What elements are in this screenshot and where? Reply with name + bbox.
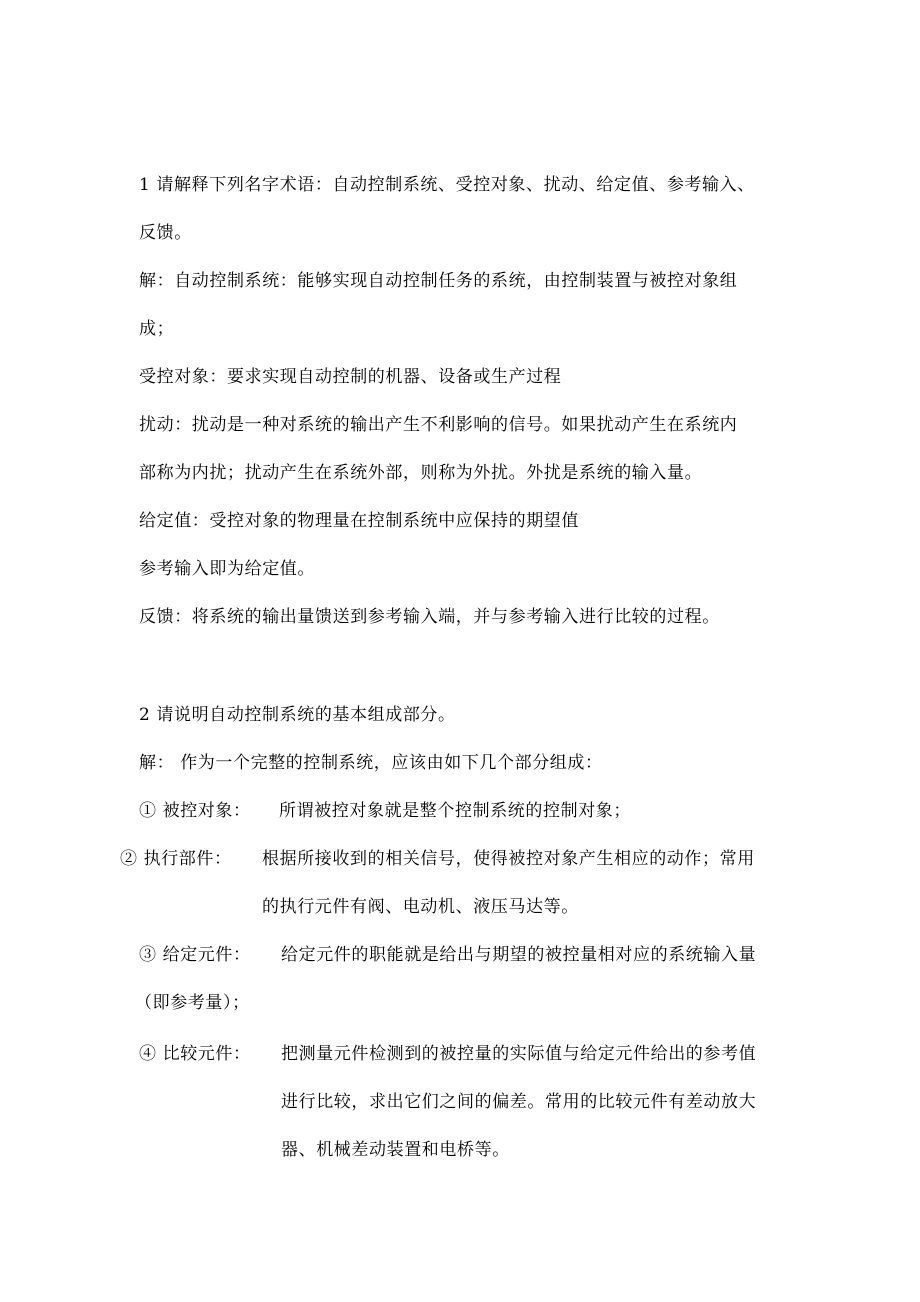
q2-item-4-line2: 进行比较，求出它们之间的偏差。常用的比较元件有差动放大: [281, 1092, 757, 1112]
q2-item-3-line2: （即参考量）；: [135, 993, 250, 1013]
q2-item-2-line1: 根据所接收到的相关信号，使得被控对象产生相应的动作；常用: [262, 849, 755, 869]
q2-question: 2 请说明自动控制系统的基本组成部分。: [139, 705, 456, 725]
q2-item-3-line1: 给定元件的职能就是给出与期望的被控量相对应的系统输入量: [281, 945, 757, 965]
q2-item-4-line1: 把测量元件检测到的被控量的实际值与给定元件给出的参考值: [281, 1044, 757, 1064]
q1-disturbance-line1: 扰动：扰动是一种对系统的输出产生不利影响的信号。如果扰动产生在系统内: [139, 415, 738, 435]
q1-question-line1: 1 请解释下列名字术语：自动控制系统、受控对象、扰动、给定值、参考输入、: [139, 175, 755, 195]
q2-item-3-label: ③ 给定元件：: [139, 945, 251, 965]
q1-controlled-object: 受控对象：要求实现自动控制的机器、设备或生产过程: [139, 367, 562, 387]
q2-item-4-label: ④ 比较元件：: [139, 1044, 251, 1064]
q2-item-1-line1: 所谓被控对象就是整个控制系统的控制对象；: [279, 801, 631, 821]
q2-item-2-line2: 的执行元件有阀、电动机、液压马达等。: [262, 897, 579, 917]
q1-reference-input: 参考输入即为给定值。: [139, 559, 315, 579]
q1-feedback: 反馈：将系统的输出量馈送到参考输入端，并与参考输入进行比较的过程。: [139, 607, 720, 627]
q1-answer-line1: 解：自动控制系统：能够实现自动控制任务的系统，由控制装置与被控对象组: [139, 271, 738, 291]
q2-item-1-label: ① 被控对象：: [139, 801, 251, 821]
q2-item-2-label: ② 执行部件：: [120, 849, 232, 869]
q1-disturbance-line2: 部称为内扰；扰动产生在系统外部，则称为外扰。外扰是系统的输入量。: [139, 463, 703, 483]
q1-question-line2: 反馈。: [139, 223, 192, 243]
q1-setpoint: 给定值：受控对象的物理量在控制系统中应保持的期望值: [139, 511, 579, 531]
q2-answer-intro: 解： 作为一个完整的控制系统，应该由如下几个部分组成：: [139, 753, 603, 773]
q2-item-4-line3: 器、机械差动装置和电桥等。: [281, 1140, 510, 1160]
q1-answer-line2: 成；: [139, 319, 175, 339]
